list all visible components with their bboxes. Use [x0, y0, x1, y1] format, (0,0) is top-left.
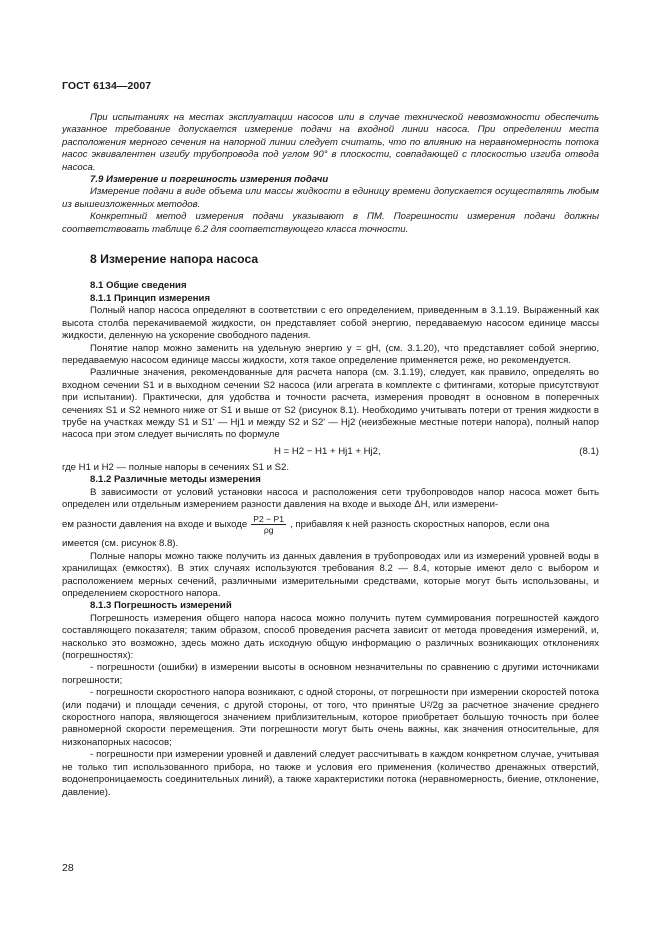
page-number: 28: [62, 862, 74, 874]
fraction-line: [62, 514, 599, 535]
fraction-line-prefix: ем разности давления на входе и выходе: [62, 518, 248, 530]
section-8-1-2-paragraph-1c: имеется (см. рисунок 8.8).: [62, 538, 179, 550]
pressure-fraction: [251, 514, 286, 535]
section-7-9-paragraph-2: Конкретный метод измерения подачи указывают в ПМ. Погрешности измерения подачи должны соответствовать таблице 6.2 для соответствующего класса точности.: [62, 211, 599, 235]
intro-paragraph: При испытаниях на местах эксплуатации насосов или в случае технической невозможности обеспечить указанное требование допускается измерение подачи на входной линии насоса. При определении места расположения мерного сечения на напорной линии следует считать, что по влиянию на неравномерность потока насос эквивалентен изгибу трубопровода под углом 90° в плоскости, совпадающей с плоскостью изгиба отвода насоса.: [62, 112, 599, 173]
formula-where-clause: где H1 и H2 — полные напоры в сечениях S1 и S2.: [62, 461, 290, 473]
formula-expression: H = H2 − H1 + Hj1 + Hj2,: [274, 445, 381, 457]
fraction-numerator: P2 − P1: [253, 514, 285, 525]
page-content: [62, 112, 599, 799]
section-8-1-3-bullet-3: - погрешности при измерении уровней и давлений следует рассчитывать в каждом конкретном случае, учитывая не только тип использованного прибора, но также и условия его применения (количество дренажных отверстий, водонепроницаемость соединительных линий), а также характеристики потока (неравномерность, биение, отклонение, давление).: [62, 749, 599, 798]
section-8-1-1-title: 8.1.1 Принцип измерения: [90, 292, 211, 304]
formula-8-1: [62, 443, 599, 462]
section-8-1-1-paragraph-2: Понятие напор можно заменить на удельную энергию y = gH, (см. 3.1.20), что представляет собой энергию, передаваемую насосом единице массы жидкости, хотя такое определение применяется реже, но рекомендуется.: [62, 342, 599, 366]
section-8-title: 8 Измерение напора насоса: [90, 252, 259, 267]
section-7-9-title: 7.9 Измерение и погрешность измерения подачи: [90, 174, 329, 186]
section-8-1-2-paragraph-1a: В зависимости от условий установки насоса и расположения сети трубопроводов напор насоса может быть определен или отдельным измерением разности давления на входе и выходе ΔH, или измерени-: [62, 486, 599, 510]
section-7-9-paragraph-1: Измерение подачи в виде объема или массы жидкости в единицу времени допускается осуществлять любым из вышеизложенных методов.: [62, 186, 599, 210]
section-8-1-3-title: 8.1.3 Погрешность измерений: [90, 600, 232, 612]
fraction-line-suffix: , прибавляя к ней разность скоростных напоров, если она: [290, 518, 550, 530]
section-8-1-2-paragraph-2: Полные напоры можно также получить из данных давления в трубопроводах или из измерений уровней воды в хранилищах (емкостях). В этих случаях используются требования 8.2 — 8.4, которые имеют дело с выбором и расположением мерных сечений, различными измерительными средствами, которые могут быть использованы, и определением скоростного напора.: [62, 550, 599, 599]
section-8-1-title: 8.1 Общие сведения: [90, 280, 187, 292]
fraction-denominator: ρg: [263, 525, 274, 536]
section-8-1-1-paragraph-3: Различные значения, рекомендованные для расчета напора (см. 3.1.19), следует, как правило, определять во входном сечении S1 и в выходном сечении S2 насоса (или агрегата в комплекте с фитингами, которые присутствуют при испытании). Практически, для удобства и точности расчета, измерения проводят в основном в поперечных сечениях S1 и S2 немного ниже от S1 и выше от S2 (рисунок 8.1). Необходимо учитывать потери от трения жидкости в трубе на участках между S1 и S1' — Hj1 и между S2 и S2' — Hj2 (неизбежные местные потери напора), полный напор насоса при этом следует вычислять по формуле: [62, 367, 599, 441]
section-8-1-3-bullet-1: - погрешности (ошибки) в измерении высоты в основном незначительны по сравнению с другими источниками погрешности;: [62, 662, 599, 686]
formula-number: (8.1): [579, 445, 599, 457]
section-8-1-2-title: 8.1.2 Различные методы измерения: [90, 474, 261, 486]
section-8-1-3-bullet-2: - погрешности скоростного напора возникают, с одной стороны, от погрешности при измерении скоростей потока (или подачи) и площади сечения, с другой стороны, от того, что принятые U²/2g за расчетное значение среднего скоростного напора, являющегося значением приблизительным, которое приобретает большую точность при более равномерной скорости перемещения. Эти погрешности могут быть очень важны, как значения относительные, для низконапорных насосов;: [62, 687, 599, 748]
section-8-1-3-paragraph-1: Погрешность измерения общего напора насоса можно получить путем суммирования погрешностей каждого составляющего показателя; таким образом, способ проведения расчета зависит от метода проведения измерений, и, насколько это возможно, здесь можно дать исходную общую информацию о различных возникающих отклонениях (погрешностях):: [62, 612, 599, 662]
standard-code-header: ГОСТ 6134—2007: [62, 80, 152, 92]
section-8-1-1-paragraph-1: Полный напор насоса определяют в соответствии с его определением, приведенным в 3.1.19. Выраженный как высота столба перекачиваемой жидкости, он представляет собой энергию, передаваемую насосом единице массы жидкости, деленную на ускорение свободного падения.: [62, 305, 599, 342]
